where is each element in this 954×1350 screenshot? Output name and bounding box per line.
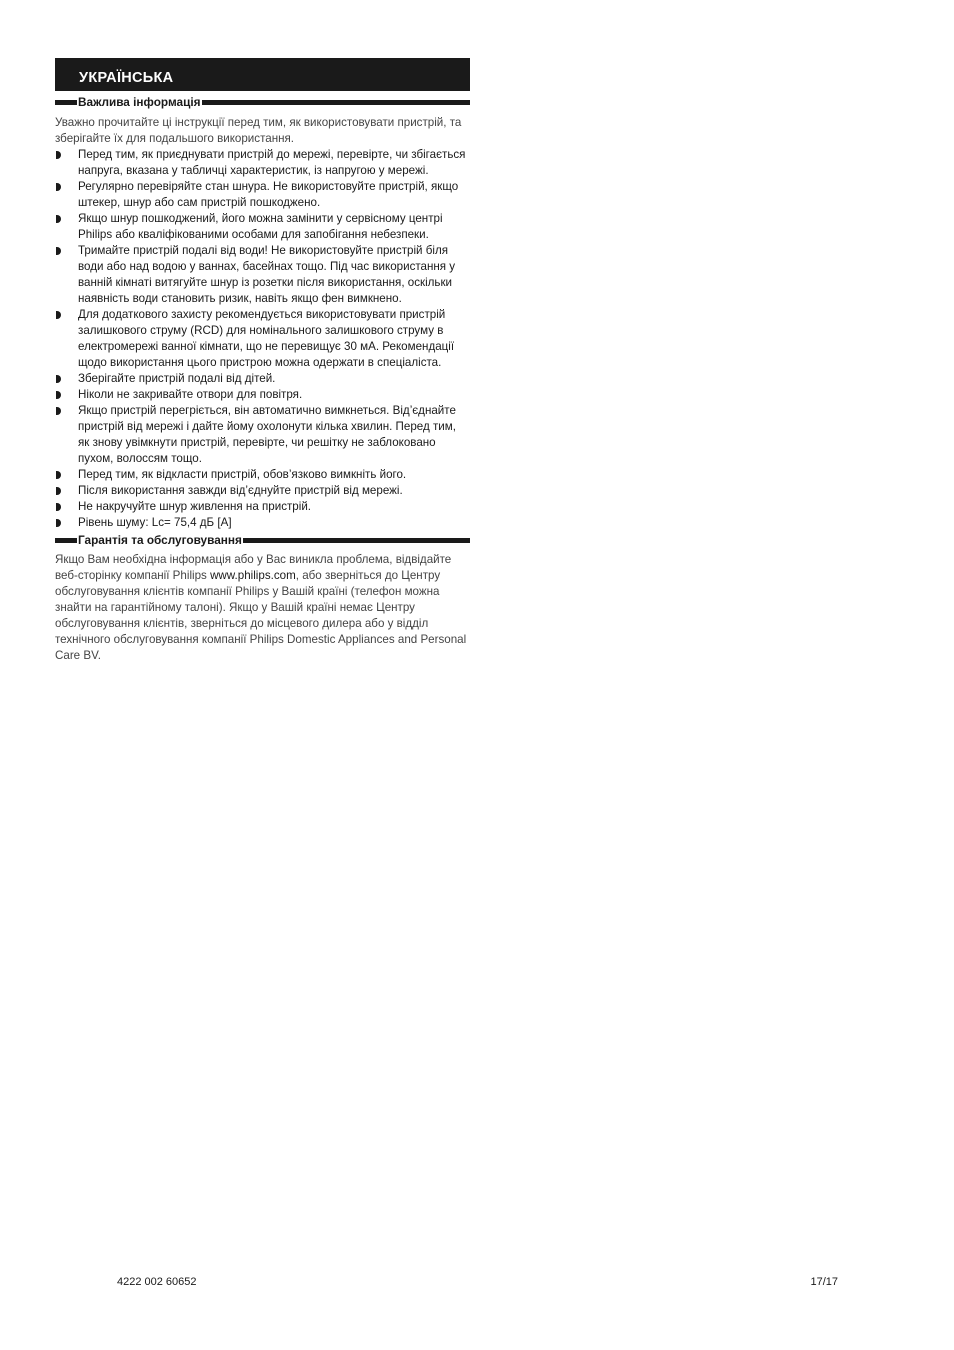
bullet-icon — [56, 471, 61, 479]
section-title: Гарантія та обслуговування — [78, 533, 242, 547]
list-item: Зберігайте пристрій подалі від дітей. — [55, 371, 470, 387]
list-item: Після використання завжди від’єднуйте пристрій від мережі. — [55, 483, 470, 499]
heading-rule-right — [243, 538, 470, 543]
list-item: Якщо пристрій перегріється, він автоматично вимкнеться. Від’єднайте пристрій від мережі і дайте йому охолонути кілька хвилин. Перед тим, як знову увімкнути пристрій, перевірте, чи решітку не заблоковано пухом, волоссям тощо. — [55, 403, 470, 467]
bullet-icon — [56, 407, 61, 415]
bullet-icon — [56, 391, 61, 399]
safety-list — [55, 147, 470, 531]
bullet-icon — [56, 183, 61, 191]
list-item: Перед тим, як відкласти пристрій, обов’язково вимкніть його. — [55, 467, 470, 483]
list-item: Перед тим, як приєднувати пристрій до мережі, перевірте, чи збігається напруга, вказана у табличці характеристик, із напругою у мережі. — [55, 147, 470, 179]
section-title: Важлива інформація — [78, 95, 201, 109]
bullet-icon — [56, 215, 61, 223]
list-item: Для додаткового захисту рекомендується використовувати пристрій залишкового струму (RCD) для номінального залишкового струму в електромережі ванної кімнати, що не перевищує 30 мА. Рекомендації щодо використання цього пристрою можна одержати в спеціаліста. — [55, 307, 470, 371]
warranty-paragraph: Якщо Вам необхідна інформація або у Вас виникла проблема, відвідайте веб-сторінку компанії Philips www.philips.com, або зверніться до Центру обслуговування клієнтів компанії Philips у Вашій країні (телефон можна знайти на гарантійному талоні). Якщо у Вашій країні немає Центру обслуговування клієнтів, зверніться до місцевого дилера або у відділ технічного обслуговування компанії Philips Domestic Appliances and Personal Care BV. — [55, 553, 467, 662]
heading-rule-left — [55, 100, 77, 105]
bullet-icon — [56, 247, 61, 255]
content-column — [55, 58, 470, 664]
website-link[interactable]: www.philips.com — [210, 569, 296, 582]
heading-rule-right — [202, 100, 471, 105]
list-item: Рівень шуму: Lc= 75,4 дБ [A] — [55, 515, 470, 531]
bullet-icon — [56, 487, 61, 495]
list-item: Не накручуйте шнур живлення на пристрій. — [55, 499, 470, 515]
bullet-icon — [56, 375, 61, 383]
section-heading-warranty — [55, 533, 470, 547]
language-title: УКРАЇНСЬКА — [55, 58, 470, 91]
heading-rule-left — [55, 538, 77, 543]
document-code: 4222 002 60652 — [117, 1276, 197, 1288]
list-item: Тримайте пристрій подалі від води! Не використовуйте пристрій біля води або над водою у ваннах, басейнах тощо. Під час використання у ванній кімнаті витягуйте шнур із розетки після використання, оскільки наявність води становить ризик, навіть якщо фен вимкнено. — [55, 243, 470, 307]
page-number: 17/17 — [810, 1276, 838, 1288]
intro-paragraph: Уважно прочитайте ці інструкції перед тим, як використовувати пристрій, та зберігайте їх для подальшого використання. — [55, 116, 462, 145]
bullet-icon — [56, 519, 61, 527]
list-item: Регулярно перевіряйте стан шнура. Не використовуйте пристрій, якщо штекер, шнур або сам пристрій пошкоджено. — [55, 179, 470, 211]
bullet-icon — [56, 151, 61, 159]
list-item: Ніколи не закривайте отвори для повітря. — [55, 387, 470, 403]
list-item: Якщо шнур пошкоджений, його можна замінити у сервісному центрі Philips або кваліфікованими особами для запобігання небезпеки. — [55, 211, 470, 243]
section-heading-important — [55, 95, 470, 109]
bullet-icon — [56, 311, 61, 319]
bullet-icon — [56, 503, 61, 511]
